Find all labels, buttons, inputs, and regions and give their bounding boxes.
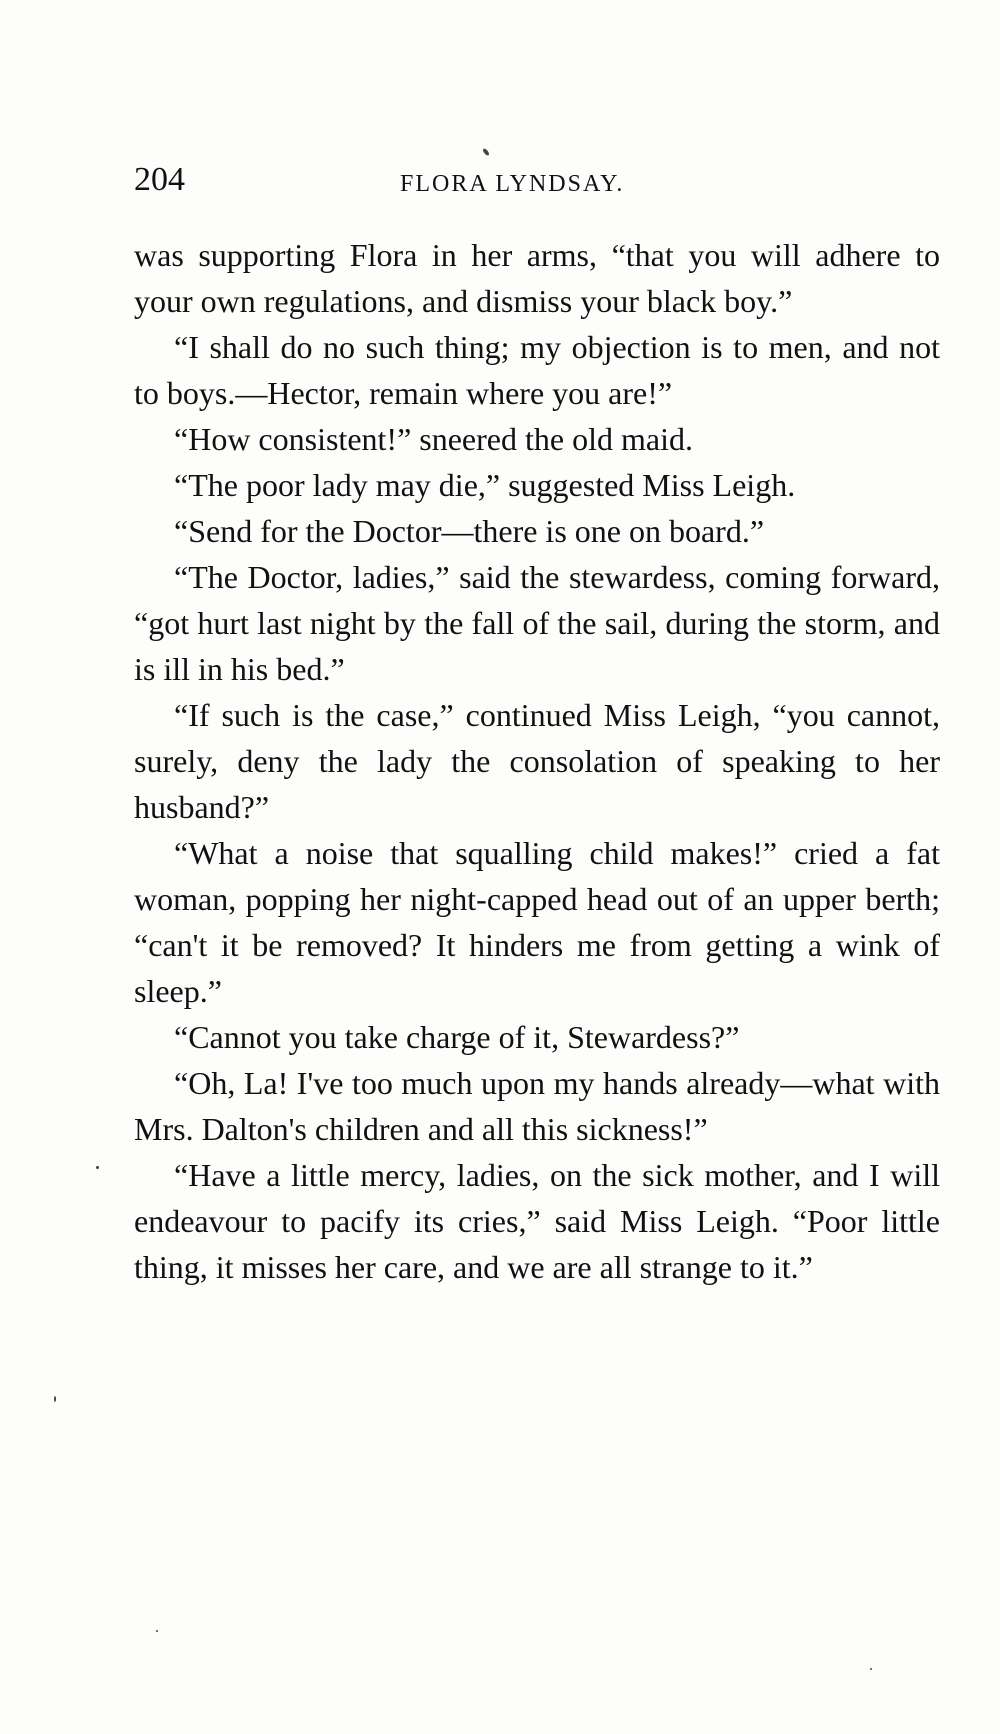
- scan-speck: [482, 148, 490, 157]
- paragraph: “The Doctor, ladies,” said the stewardess, coming forward, “got hurt last night by the fall of the sail, during the storm, and is ill in his bed.”: [134, 559, 940, 687]
- paragraph: was supporting Flora in her arms, “that you will adhere to your own regulations, and dismiss your black boy.”: [134, 237, 940, 319]
- paragraph: “I shall do no such thing; my objection is to men, and not to boys.—Hector, remain where you are!”: [134, 329, 940, 411]
- body-text: [134, 232, 940, 1290]
- scan-speck: [870, 1668, 872, 1670]
- paragraph: “Cannot you take charge of it, Stewardess?”: [174, 1019, 740, 1055]
- page-number: 204: [134, 161, 185, 198]
- paragraph: “The poor lady may die,” suggested Miss Leigh.: [174, 467, 796, 503]
- paragraph: “Send for the Doctor—there is one on board.”: [174, 513, 765, 549]
- paragraph: “What a noise that squalling child makes!” cried a fat woman, popping her night-capped head out of an upper berth; “can't it be removed? It hinders me from getting a wink of sleep.”: [134, 835, 940, 1009]
- page-header: [0, 160, 1000, 210]
- paragraph: “Have a little mercy, ladies, on the sick mother, and I will endeavour to pacify its cries,” said Miss Leigh. “Poor little thing, it misses her care, and we are all strange to it.”: [134, 1157, 940, 1285]
- running-head: FLORA LYNDSAY.: [400, 171, 625, 197]
- paragraph: “Oh, La! I've too much upon my hands already—what with Mrs. Dalton's children and all this sickness!”: [134, 1065, 940, 1147]
- scan-speck: [156, 1630, 158, 1632]
- paragraph: “How consistent!” sneered the old maid.: [174, 421, 693, 457]
- paragraph: “If such is the case,” continued Miss Leigh, “you cannot, surely, deny the lady the consolation of speaking to her husband?”: [134, 697, 940, 825]
- scan-speck: [54, 1396, 56, 1402]
- scan-speck: [96, 1166, 99, 1169]
